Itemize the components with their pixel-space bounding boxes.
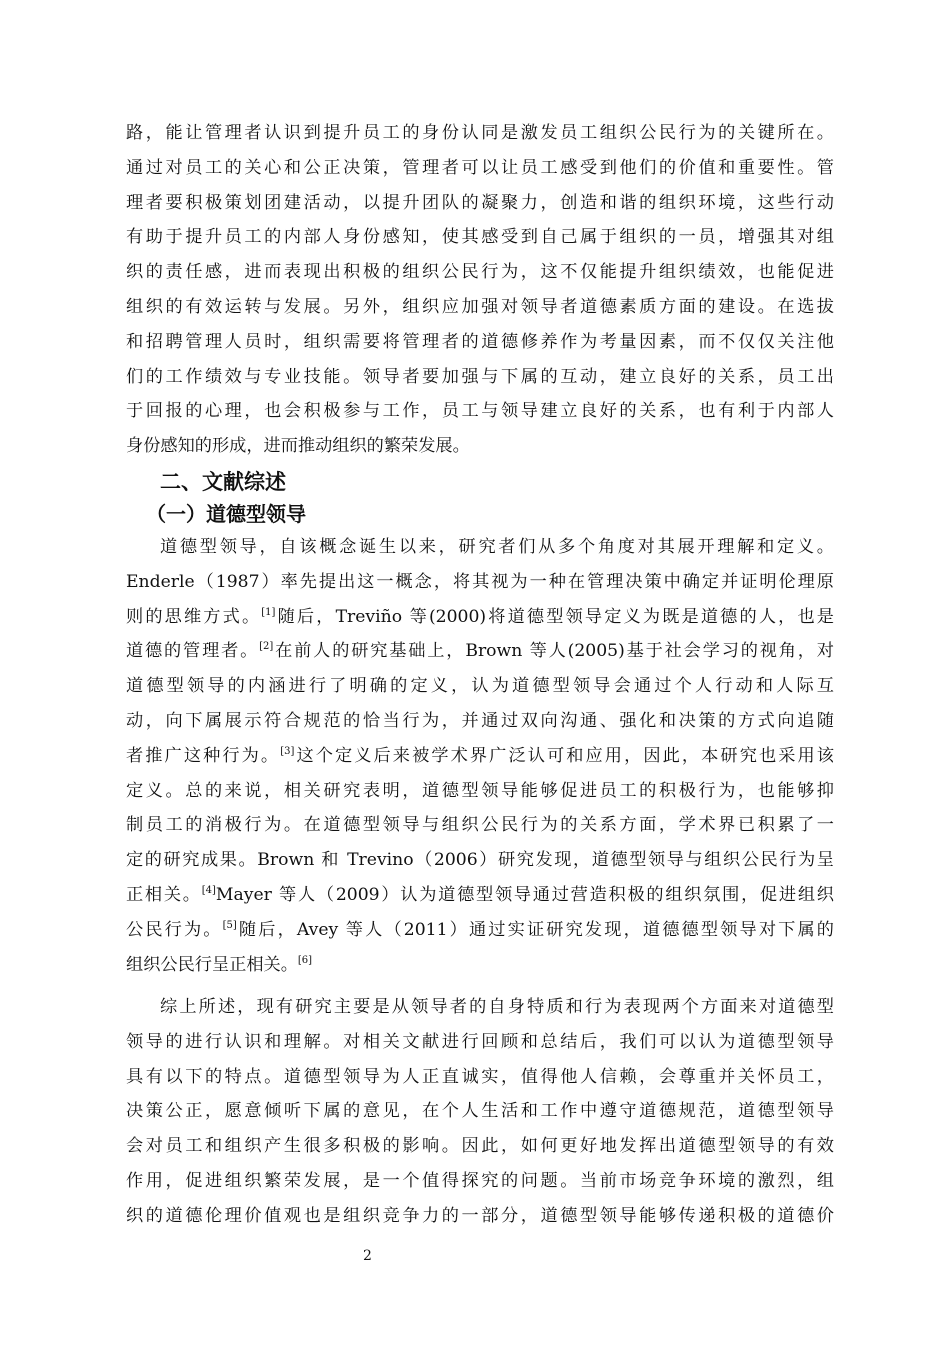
text-line: 织的道德伦理价值观也是组织竞争力的一部分，道德型领导能够传递积极的道德价 [126, 1205, 834, 1226]
line-text: 定义。总的来说，相关研究表明，道德型领导能够促进员工的积极行为，也能够抑 [126, 780, 834, 801]
text-line [126, 565, 834, 600]
text-line [126, 774, 834, 809]
text-line [126, 704, 834, 739]
line-text: 正相关。 [126, 884, 202, 905]
line-text: 公民行为。 [126, 919, 223, 940]
line-text: 则的思维方式。 [126, 606, 262, 627]
line-text: Enderle（1987）率先提出这一概念，将其视为一种在管理决策中确定并证明伦理原 [126, 571, 834, 592]
text-line [126, 739, 834, 774]
citation-marker: [5] [222, 919, 237, 931]
line-text: 动，向下属展示符合规范的恰当行为，并通过双向沟通、强化和决策的方式向追随 [126, 710, 834, 731]
line-text: 者推广这种行为。 [126, 745, 281, 766]
text-line: 领导的进行认识和理解。对相关文献进行回顾和总结后，我们可以认为道德型领导 [126, 1031, 834, 1052]
line-text: 定的研究成果。Brown 和 Trevino（2006）研究发现，道德型领导与组织公民行为呈 [126, 850, 834, 871]
subsection-heading: （一）道德型领导 [146, 502, 306, 526]
text-line [126, 948, 834, 983]
text-line: 身份感知的形成，进而推动组织的繁荣发展。 [126, 436, 470, 457]
paragraph-literature-review [126, 530, 834, 982]
citation-marker: [4] [201, 884, 216, 896]
line-text: 道德型领导，自该概念诞生以来，研究者们从多个角度对其展开理解和定义。 [160, 537, 834, 557]
text-line: 织的责任感，进而表现出积极的组织公民行为，这不仅能提升组织绩效，也能促进 [126, 262, 834, 283]
text-line: 具有以下的特点。道德型领导为人正直诚实，值得他人信赖，会尊重并关怀员工， [126, 1066, 834, 1087]
section-heading: 二、文献综述 [160, 470, 286, 494]
text-line: 们的工作绩效与专业技能。领导者要加强与下属的互动，建立良好的关系，员工出 [126, 366, 834, 387]
citation-marker: [2] [259, 641, 274, 653]
text-line [126, 669, 834, 704]
text-line: 有助于提升员工的内部人身份感知，使其感受到自己属于组织的一员，增强其对组 [126, 227, 834, 248]
text-line [126, 600, 834, 635]
text-line: 组织的有效运转与发展。另外，组织应加强对领导者道德素质方面的建设。在选拔 [126, 296, 834, 317]
text-line: 会对员工和组织产生很多积极的影响。因此，如何更好地发挥出道德型领导的有效 [126, 1136, 834, 1157]
text-line [126, 878, 834, 913]
citation-marker: [1] [261, 606, 276, 618]
line-text: 制员工的消极行为。在道德型领导与组织公民行为的关系方面，学术界已积累了一 [126, 815, 834, 836]
text-line [126, 634, 834, 669]
line-text: 这个定义后来被学术界广泛认可和应用，因此，本研究也采用该 [294, 745, 834, 766]
text-line [126, 913, 834, 948]
citation-marker: [6] [297, 954, 313, 966]
line-text: 组织公民行呈正相关。 [126, 954, 298, 975]
text-line: 路，能让管理者认识到提升员工的身份认同是激发员工组织公民行为的关键所在。 [126, 123, 834, 143]
line-text: Mayer 等人（2009）认为道德型领导通过营造积极的组织氛围，促进组织 [215, 884, 834, 905]
text-line: 和招聘管理人员时，组织需要将管理者的道德修养作为考量因素，而不仅仅关注他 [126, 331, 834, 352]
text-line [126, 808, 834, 843]
text-line: 通过对员工的关心和公正决策，管理者可以让员工感受到他们的价值和重要性。管 [126, 157, 834, 178]
text-line [126, 843, 834, 878]
page-number: 2 [363, 1248, 372, 1264]
line-text: 随后，Avey 等人（2011）通过实证研究发现，道德德型领导对下属的 [236, 919, 834, 940]
text-line: 综上所述，现有研究主要是从领导者的自身特质和行为表现两个方面来对道德型 [160, 997, 834, 1017]
text-line: 决策公正，愿意倾听下属的意见，在个人生活和工作中遵守道德规范，道德型领导 [126, 1101, 834, 1122]
citation-marker: [3] [280, 745, 295, 757]
text-line [126, 530, 834, 565]
line-text: 道德的管理者。 [126, 641, 260, 662]
text-line: 于回报的心理，也会积极参与工作，员工与领导建立良好的关系，也有利于内部人 [126, 401, 834, 422]
text-line: 作用，促进组织繁荣发展，是一个值得探究的问题。当前市场竞争环境的激烈，组 [126, 1170, 834, 1191]
line-text: 道德型领导的内涵进行了明确的定义，认为道德型领导会通过个人行动和人际互 [126, 676, 834, 697]
paragraph-summary [126, 990, 834, 1234]
text-line: 理者要积极策划团建活动，以提升团队的凝聚力，创造和谐的组织环境，这些行动 [126, 192, 834, 213]
line-text: 在前人的研究基础上，Brown 等人(2005)基于社会学习的视角，对 [273, 641, 834, 662]
line-text: 随后，Treviño 等(2000)将道德型领导定义为既是道德的人，也是 [275, 606, 834, 627]
paragraph-intro [126, 116, 834, 464]
